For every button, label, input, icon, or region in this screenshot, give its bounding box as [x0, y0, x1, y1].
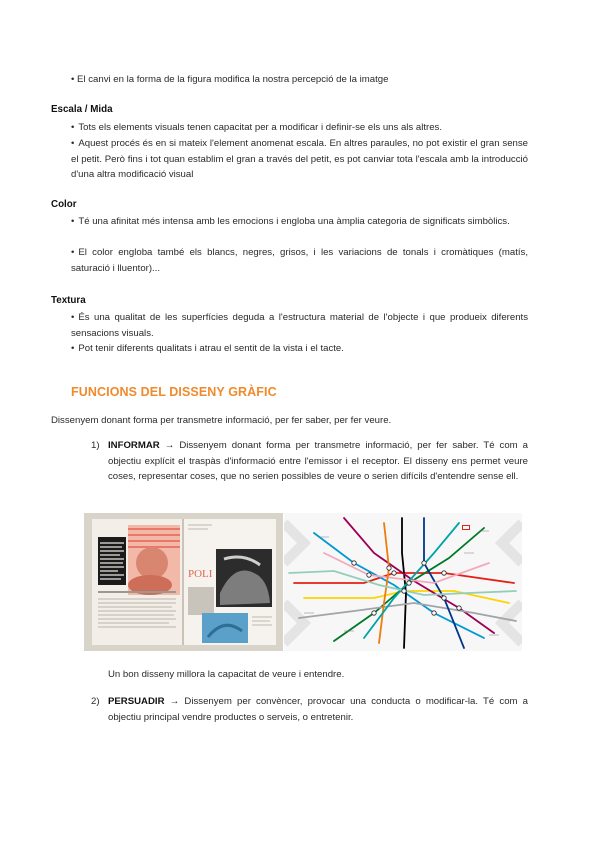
heading-escala: Escala / Mida [51, 104, 113, 115]
item-2-number: 2) [91, 696, 100, 707]
textura-bullet-1: • És una qualitat de les superfícies deguda a l'estructura material de l'objecte i que produeix diferents sensacions visuals. [71, 310, 528, 341]
escala-bullet-2: • Aquest procés és en si mateix l'element anomenat escala. En altres paraules, no pot existir el gran sense el petit. Però fins i tot quan establim el gran a través del petit, es pot canviar tota l'escala amb la introducció d'una altra modificació visual [71, 136, 528, 183]
funcions-intro: Dissenyem donant forma per transmetre informació, per fer saber, per fer veure. [51, 415, 392, 426]
item-2-text [108, 694, 528, 725]
color-bullet-2: • El color engloba també els blancs, negres, grisos, i les variacions de tonals i cromàtiques (matís, saturació i lluentor)... [71, 245, 528, 276]
magazine-spread-image [84, 513, 283, 651]
textura-bullet-2: • Pot tenir diferents qualitats i atrau el sentit de la vista i el tacte. [71, 341, 344, 357]
item-1-label: INFORMAR → [108, 440, 175, 451]
item-2-body: Dissenyem per convèncer, provocar una conducta o modificar-la. Té com a objectiu principal vendre productes o serveis, o entretenir. [108, 696, 529, 723]
color-bullet-1: • Té una afinitat més intensa amb les emocions i engloba una àmplia categoria de significats simbòlics. [71, 214, 528, 230]
intro-bullet: • El canvi en la forma de la figura modifica la nostra percepció de la imatge [71, 74, 389, 85]
item-2-label: PERSUADIR → [108, 696, 180, 707]
image-caption: Un bon disseny millora la capacitat de veure i entendre. [108, 669, 345, 680]
section-title-funcions: FUNCIONS DEL DISSENY GRÀFIC [71, 385, 277, 399]
escala-bullet-1: • Tots els elements visuals tenen capacitat per a modificar i definir-se els uns als altres. [71, 120, 442, 136]
heading-color: Color [51, 199, 77, 210]
heading-textura: Textura [51, 295, 86, 306]
metro-map-image [284, 513, 522, 651]
item-1-number: 1) [91, 440, 100, 451]
item-1-text [108, 438, 528, 485]
magazine-word: POLI [188, 568, 213, 580]
item-1-body: Dissenyem donant forma per transmetre informació, per fer saber. Té com a objectiu explícit el traspàs d'informació entre l'emissor i el receptor. El disseny ens permet veure coses, representar coses, que no serien possibles de veure o serien difícils d'entendre sense ell. [108, 440, 529, 482]
